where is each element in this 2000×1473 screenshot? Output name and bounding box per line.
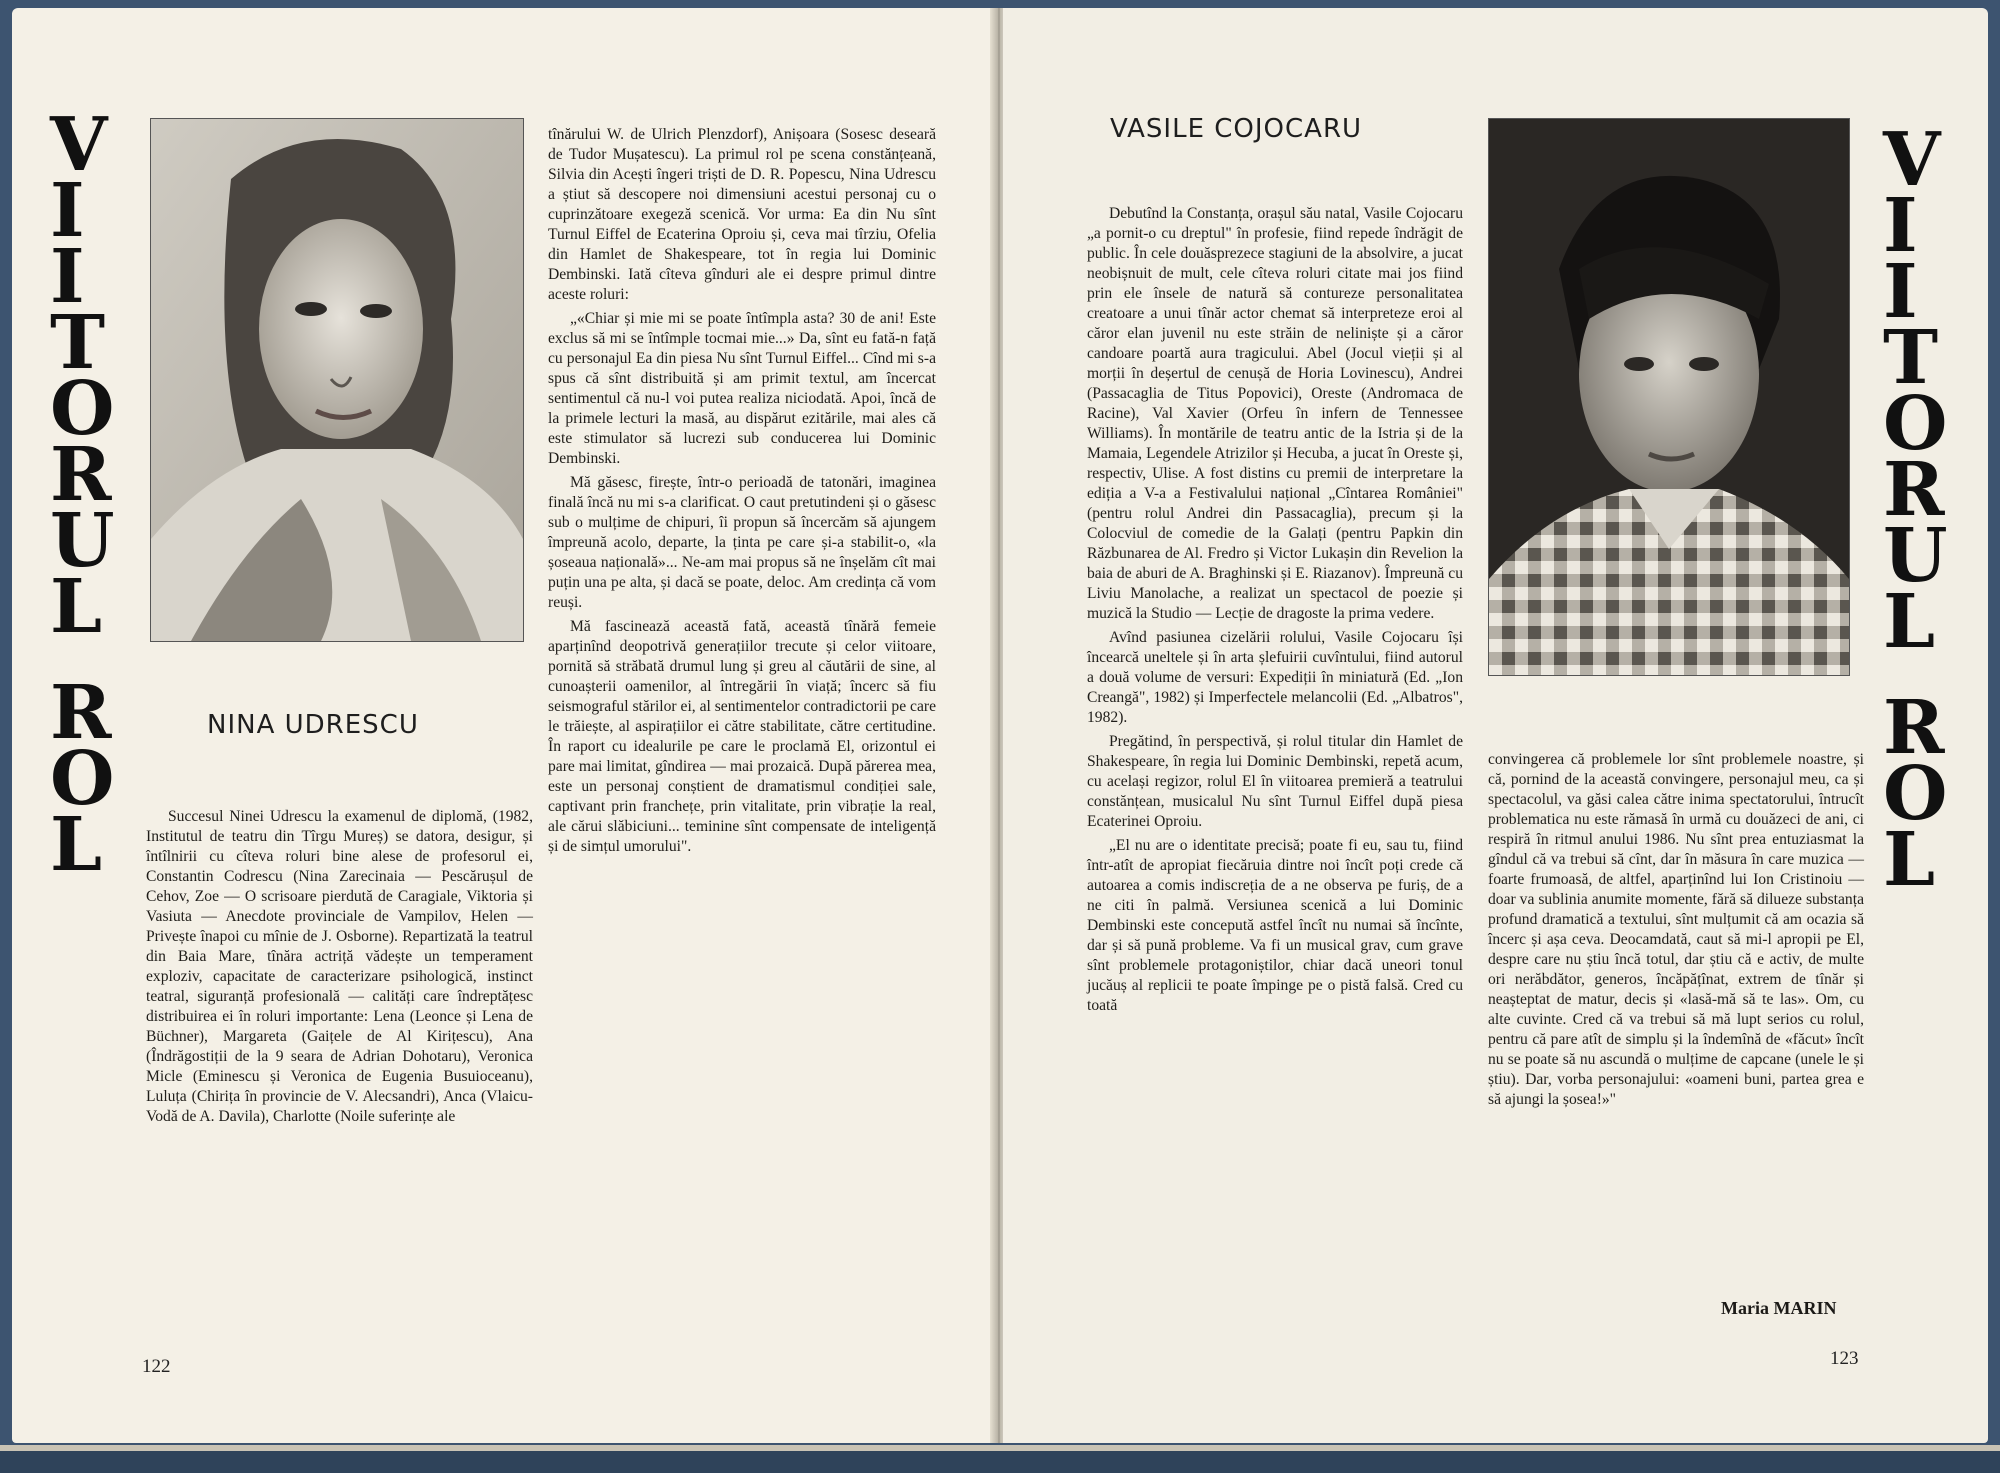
vertical-letter: T bbox=[1883, 315, 1939, 401]
vertical-letter: L bbox=[50, 802, 103, 888]
author-signature: Maria MARIN bbox=[1721, 1298, 1837, 1318]
vertical-letter: O bbox=[1883, 381, 1948, 467]
vertical-letter: R bbox=[1883, 447, 1945, 533]
vertical-letter: R bbox=[1883, 685, 1945, 771]
portrait-photo-nina-udrescu bbox=[150, 118, 524, 642]
vertical-title-left bbox=[50, 102, 115, 888]
vertical-letter: R bbox=[50, 670, 112, 756]
book-cover-edge bbox=[0, 1445, 2000, 1473]
portrait-photo-vasile-cojocaru bbox=[1488, 118, 1850, 676]
vertical-letter: V bbox=[1883, 117, 1941, 203]
actor-name-heading: NINA UDRESCU bbox=[207, 710, 419, 740]
page-number: 122 bbox=[142, 1356, 171, 1377]
vertical-letter: I bbox=[1883, 183, 1918, 269]
paragraph: Mă fascinează această fată, această tînără femeie aparținînd deopotrivă generațiilor trecute și celor viitoare, pornită să străbată drumul lung și greu al căutării de sine, al cunoașterii oamenilor, al întregării în viață; încerc să fiu seismograful stărilor ei, al sentimentelor contradictorii pe care le trăiește, al aspirațiilor ei către stabilitate, către certitudine. În raport cu idealurile pe care le proclamă El, orizontul ei pare mai limitat, gîndirea — mai prozaică. După părerea mea, este un personaj conștient de dramatismul condiției sale, captivant prin franchețe, prin vitalitate, prin vibrație la real, ale cărui slăbiciuni... teminine sînt compensate de inteligență și de simțul umorului". bbox=[548, 618, 936, 855]
vertical-letter: I bbox=[50, 168, 85, 254]
paragraph: Mă găsesc, firește, într-o perioadă de tatonări, imaginea finală încă nu mi s-a clarificat. O caut pretutindeni și o găsesc sub o mulțime de chipuri, îi propun să încercăm să ajungem împreună acolo, departe, la ținta pe care și-a stabilit-o, «la șoseaua națională»... Ne-am mai propus să ne înșelăm cît mai puțin una pe alta, și dacă se poate, deloc. Am credința că vom reuși. bbox=[548, 474, 936, 611]
article-column-2 bbox=[1488, 750, 1864, 1114]
vertical-letter: R bbox=[50, 432, 112, 518]
vertical-word-rol bbox=[1883, 685, 1948, 903]
vertical-letter: U bbox=[1883, 513, 1948, 599]
paragraph: tînărului W. de Ulrich Plenzdorf), Anișoara (Sosesc deseară de Tudor Mușatescu). La primul rol pe scena constănțeană, Silvia din Acești îngeri triști de D. R. Popescu, Nina Udrescu a știut să descopere noi dimensiuni acestui personaj cu o cuprinzătoare exegeză scenică. Vor urma: Ea din Nu sînt Turnul Eiffel de Ecaterina Oproiu și, ceva mai tîrziu, Ofelia din Hamlet de Shakespeare, tot în regia lui Dominic Dembinski. Iată cîteva gînduri ale ei despre primul dintre aceste roluri: bbox=[548, 126, 936, 303]
vertical-letter: I bbox=[50, 234, 85, 320]
vertical-letter: L bbox=[1883, 817, 1936, 903]
paragraph: Succesul Ninei Udrescu la examenul de diplomă, (1982, Institutul de teatru din Tîrgu Mureș) se datora, desigur, și întîlnirii cu cîteva roluri bine alese de profesorul ei, Constantin Codrescu (Nina Zarecinaia — Pescărușul de Cehov, Zoe — O scrisoare pierdută de Caragiale, Viktoria și Vasiuta — Anecdote provinciale de Vampilov, Helen — Privește înapoi cu mînie de J. Osborne). Repartizată la teatrul din Baia Mare, tînăra actriță vădește un temperament exploziv, capacitate de caracterizare psihologică, instinct teatral, siguranță profesională — calități care îndreptățesc distribuirea ei în roluri importante: Lena (Leonce și Lena de Büchner), Margareta (Gaițele de Al Kirițescu), Ana (Îndrăgostiții de la 9 seara de Adrian Dohotaru), Veronica Micle (Eminescu și Veronica de Eugenia Busuioceanu), Luluța (Chirița în provincie de V. Alecsandri), Anca (Vlaicu-Vodă de A. Davila), Charlotte (Noile suferințe ale bbox=[146, 808, 533, 1125]
vertical-letter: O bbox=[50, 366, 115, 452]
paragraph: „El nu are o identitate precisă; poate fi eu, sau tu, fiind într-atît de apropiat fiecăruia dintre noi încît poți crede că autoarea a comis indiscreția de a ne observa pe furiș, de a ne citi în palmă. Versiunea scenică a lui Dominic Dembinski este concepută astfel încît nu numai să încînte, dar și să pună probleme. Va fi un musical grav, cum grave sînt problemele protagoniștilor, chiar dacă uneori tonul jucăuș al replicii te poate împinge pe o pistă falsă. Cred cu toată bbox=[1087, 837, 1463, 1014]
article-column-1 bbox=[1087, 204, 1463, 1020]
actor-name-heading: VASILE COJOCARU bbox=[1110, 114, 1363, 144]
paragraph: convingerea că problemele lor sînt problemele noastre, și că, pornind de la această convingere, personajul meu, ca și spectacolul, va găsi calea către inima spectatorului, întrucît problematica nu este rămasă în urmă cu douăzeci de ani, ci respiră în ritmul anului 1986. Nu sînt prea entuziasmat la gîndul că va trebui să cînt, dar în măsura în care muzica — foarte frumoasă, de altfel, aparținînd lui Ion Cristinoiu — doar va sublinia anumite momente, fără să dilueze substanța profund dramatică a textului, sînt mulțumit că am ocazia să încerc și așa ceva. Deocamdată, caut să mi-l apropii pe El, despre care nu știu încă totul, dar știu că e activ, de multe ori nerăbdător, generos, încăpățînat, extrem de tînăr și neașteptat de matur, decis și «lasă-mă să te las». Om, cu alte cuvinte. Cred că va trebui să mă lupt serios cu rolul, pentru că pare atît de simplu și la îndemînă de «făcut» încît nu se poate să nu ascundă o mulțime de capcane (unele le și știu). Dar, vorba personajului: «oameni buni, partea grea e să ajungi la șosea!»" bbox=[1488, 751, 1864, 1108]
vertical-word-viitorul bbox=[1883, 117, 1948, 665]
page-number: 123 bbox=[1830, 1348, 1859, 1369]
vertical-title-right bbox=[1883, 117, 1948, 903]
paragraph: Debutînd la Constanța, orașul său natal, Vasile Cojocaru „a pornit-o cu dreptul" în profesie, fiind repede îndrăgit de public. În cele douăsprezece stagiuni de la absolvire, a jucat neobișnuit de mult, cele cîteva roluri citate mai jos fiind prin ele însele de natură să contureze personalitatea creatoare a unui tînăr actor chemat să interpreteze eroi al căror elan juvenil nu este străin de neliniște și a căror candoare poartă aura tragicului. Abel (Jocul vieții și al morții în deșertul de cenușă de Horia Lovinescu), Andrei (Passacaglia de Titus Popovici), Oreste (Andromaca de Racine), Val Xavier (Orfeu în infern de Tennessee Williams). În montările de teatru antic de la Istria și de la Mamaia, Legendele Atrizilor și Hecuba, a jucat în Oreste și, respectiv, Ulise. A fost distins cu premii de interpretare la ediția a V-a a Festivalului național „Cîntarea României" (pentru rolul Andrei din Passacaglia), precum și la Colocviul de comedie de la Galați (pentru Papkin din Răzbunarea de Al. Fredro și Victor Lukașin din Revelion la baia de aburi de A. Braghinski și E. Riazanov). Împreună cu Liviu Manolache, a realizat un spectacol de poezie și muzică la Studio — Lecție de dragoste la prima vedere. bbox=[1087, 205, 1463, 622]
vertical-letter: V bbox=[50, 102, 108, 188]
vertical-letter: L bbox=[1883, 579, 1936, 665]
paragraph: Pregătind, în perspectivă, și rolul titular din Hamlet de Shakespeare, în regia lui Dominic Dembinski, repetă acum, cu același regizor, rolul El în viitoarea premieră a teatrului constănțean, musicalul Nu sînt Turnul Eiffel după piesa Ecaterinei Oproiu. bbox=[1087, 733, 1463, 830]
paragraph: „«Chiar și mie mi se poate întîmpla asta? 30 de ani! Este exclus să mi se întîmple tocmai mie...» Da, sînt eu fată-n față cu personajul Ea din piesa Nu sînt Turnul Eiffel... Cînd mi s-a spus că sînt distribuită și am primit textul, am încercat sentimentul că nu-l voi putea realiza niciodată. Apoi, încă de la primele lecturi la masă, au dispărut ezitările, mai ales că este stimulator să lucrezi sub conducerea lui Dominic Dembinski. bbox=[548, 310, 936, 467]
vertical-letter: O bbox=[50, 736, 115, 822]
article-column-2 bbox=[548, 125, 936, 861]
vertical-letter: I bbox=[1883, 249, 1918, 335]
paragraph: Avînd pasiunea cizelării rolului, Vasile Cojocaru își încearcă uneltele și în arta șlefuirii cuvîntului, fiind autorul a două volume de versuri: Expediții în miniatură (Ed. „Ion Creangă", 1982) și Imperfectele melancolii (Ed. „Albatros", 1982). bbox=[1087, 629, 1463, 726]
article-column-1 bbox=[146, 807, 533, 1131]
vertical-letter: L bbox=[50, 564, 103, 650]
vertical-word-rol bbox=[50, 670, 115, 888]
vertical-letter: T bbox=[50, 300, 106, 386]
vertical-letter: O bbox=[1883, 751, 1948, 837]
right-page bbox=[1003, 8, 1988, 1443]
left-page bbox=[12, 8, 995, 1443]
vertical-letter: U bbox=[50, 498, 115, 584]
vertical-word-viitorul bbox=[50, 102, 115, 650]
